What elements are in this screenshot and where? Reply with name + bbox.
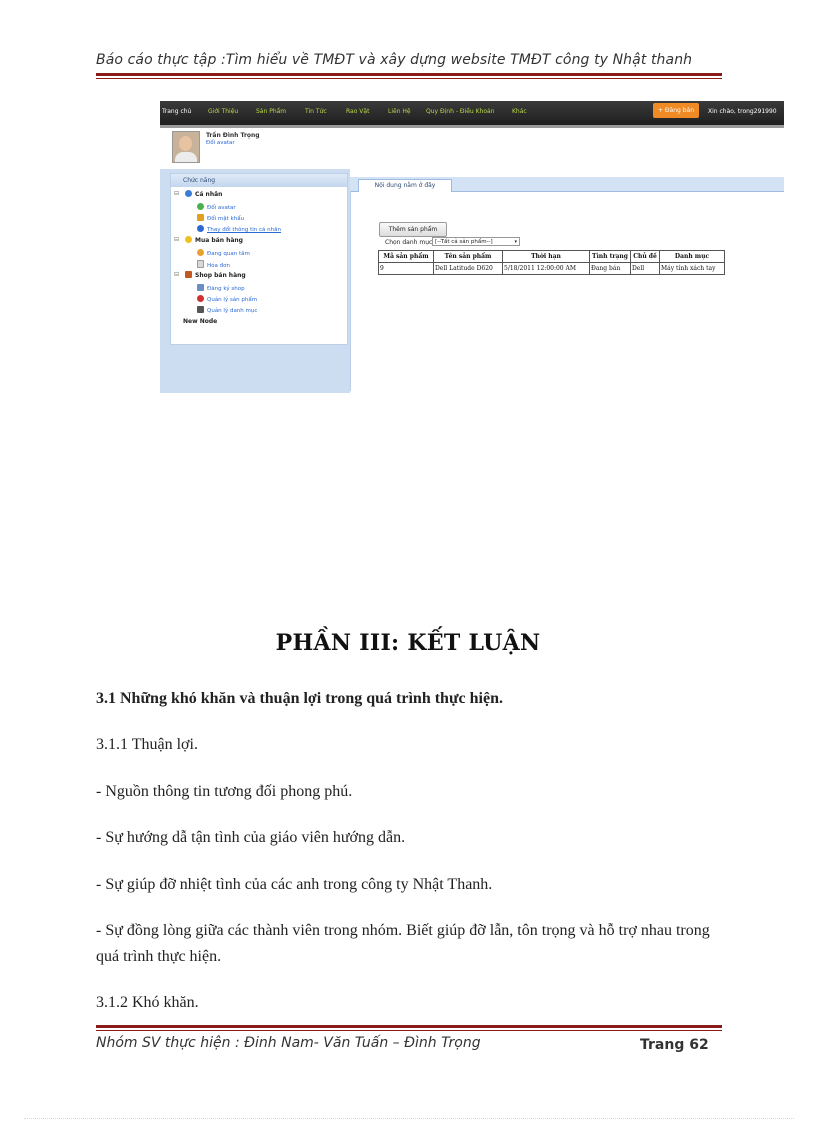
tree-group-shop[interactable]: Shop bán hàng xyxy=(185,271,246,279)
function-panel-header xyxy=(171,174,347,187)
tab-body-border xyxy=(350,191,351,391)
smiley-icon xyxy=(197,249,204,256)
change-avatar-link[interactable]: Đổi avatar xyxy=(206,140,235,146)
tree-item-invoices[interactable]: Hóa đơn xyxy=(197,260,230,269)
category-icon xyxy=(197,306,204,313)
user-name: Trần Đình Trọng xyxy=(206,132,260,139)
column-header[interactable]: Mã sản phẩm xyxy=(379,251,434,263)
bullet-item: - Sự hướng dẫ tận tình của giáo viên hướng dẫn. xyxy=(96,829,406,846)
footer-rule-thin xyxy=(96,1030,722,1031)
nav-item-news[interactable]: Tin Tức xyxy=(305,108,327,115)
nav-item-other[interactable]: Khác xyxy=(512,108,527,115)
cell-category: Máy tính xách tay xyxy=(660,263,725,275)
column-header[interactable]: Tên sản phẩm xyxy=(434,251,503,263)
nav-shadow xyxy=(160,125,784,128)
collapse-toggle-icon[interactable]: ⊟ xyxy=(174,190,180,197)
tree-item-change-avatar[interactable]: Đổi avatar xyxy=(197,203,236,211)
top-nav-bar xyxy=(160,101,784,125)
subsection-heading-advantages: 3.1.1 Thuận lợi. xyxy=(96,736,198,753)
tree-node-new[interactable]: New Node xyxy=(183,318,218,325)
nav-item-home[interactable]: Trang chủ xyxy=(162,108,192,115)
table-row[interactable] xyxy=(379,263,725,275)
product-table xyxy=(378,250,725,275)
function-panel-title: Chức năng xyxy=(183,177,216,184)
tree-item-edit-profile[interactable]: Thay đổi thông tin cá nhân xyxy=(197,225,281,233)
tree-item-manage-categories[interactable]: Quản lý danh mục xyxy=(197,306,257,314)
chevron-down-icon: ▾ xyxy=(514,239,517,245)
sidebar xyxy=(160,169,350,393)
section-title: 3.1 Những khó khăn và thuận lợi trong quá trình thực hiện. xyxy=(96,690,503,707)
category-select[interactable] xyxy=(432,237,520,246)
header-rule xyxy=(96,73,722,76)
greeting-text: Xin chào, trong291990 xyxy=(708,108,777,115)
cell-status: Đang bán xyxy=(590,263,631,275)
bullet-item: - Sự đồng lòng giữa các thành viên trong nhóm. Biết giúp đỡ lẫn, tôn trọng và hỗ trợ nhau trong quá trình thực hiện. xyxy=(96,922,710,965)
running-header: Báo cáo thực tập :Tìm hiểu về TMĐT và xây dựng website TMĐT công ty Nhật thanh xyxy=(96,52,693,68)
cell-product-id: 9 xyxy=(379,263,434,275)
category-filter-label: Chọn danh mục xyxy=(385,239,433,246)
info-icon xyxy=(197,225,204,232)
add-product-button[interactable]: Thêm sản phẩm xyxy=(379,222,447,237)
avatar-shirt xyxy=(175,152,197,163)
nav-item-classifieds[interactable]: Rao Vặt xyxy=(346,108,370,115)
coin-icon xyxy=(185,236,192,243)
column-header[interactable]: Tình trạng xyxy=(590,251,631,263)
tree-group-buy-sell[interactable]: Mua bán hàng xyxy=(185,236,243,244)
footer-rule xyxy=(96,1025,722,1028)
footer-authors: Nhóm SV thực hiện : Đinh Nam- Văn Tuấn – Đình Trọng xyxy=(96,1035,481,1051)
column-header[interactable]: Chủ đề xyxy=(631,251,660,263)
tab-content[interactable]: Nội dung nằm ở đây xyxy=(358,179,452,192)
document-icon xyxy=(197,260,204,268)
shop-icon xyxy=(185,271,192,278)
globe-icon xyxy=(197,203,204,210)
nav-item-products[interactable]: Sản Phẩm xyxy=(256,108,287,115)
key-icon xyxy=(197,214,204,221)
subsection-heading-difficulties: 3.1.2 Khó khăn. xyxy=(96,994,199,1011)
person-icon xyxy=(185,190,192,197)
table-header-row xyxy=(379,251,725,263)
column-header[interactable]: Thời hạn xyxy=(503,251,590,263)
main-content xyxy=(350,169,784,393)
cell-product-name: Dell Latitude D620 xyxy=(434,263,503,275)
cell-deadline: 5/18/2011 12:00:00 AM xyxy=(503,263,590,275)
collapse-toggle-icon[interactable]: ⊟ xyxy=(174,271,180,278)
page-number: Trang 62 xyxy=(640,1037,709,1053)
nav-item-contact[interactable]: Liên Hệ xyxy=(388,108,411,115)
nav-item-about[interactable]: Giới Thiệu xyxy=(208,108,239,115)
function-panel xyxy=(170,173,348,345)
tree-item-register-shop[interactable]: Đăng ký shop xyxy=(197,284,245,292)
post-listing-button[interactable]: + Đăng bán xyxy=(653,103,699,118)
product-icon xyxy=(197,295,204,302)
bullet-item: - Nguồn thông tin tương đối phong phú. xyxy=(96,783,353,800)
tree-item-watching[interactable]: Đang quan tâm xyxy=(197,249,250,257)
nav-item-terms[interactable]: Quy Định - Điều Khoản xyxy=(426,108,495,115)
category-select-value: [--Tất cả sản phẩm--] xyxy=(435,239,493,245)
tree-item-change-password[interactable]: Đổi mật khẩu xyxy=(197,214,244,222)
header-rule-thin xyxy=(96,78,722,79)
tab-strip xyxy=(350,177,784,192)
tree-item-manage-products[interactable]: Quản lý sản phẩm xyxy=(197,295,257,303)
collapse-toggle-icon[interactable]: ⊟ xyxy=(174,236,180,243)
page-edge-dots xyxy=(24,1118,794,1119)
chapter-title: PHẦN III: KẾT LUẬN xyxy=(275,630,541,656)
bullet-item: - Sự giúp đỡ nhiệt tình của các anh trong công ty Nhật Thanh. xyxy=(96,876,493,893)
cell-topic: Dell xyxy=(631,263,660,275)
form-icon xyxy=(197,284,204,291)
avatar xyxy=(172,131,200,163)
column-header[interactable]: Danh mục xyxy=(660,251,725,263)
embedded-screenshot xyxy=(160,101,784,393)
tree-group-personal[interactable]: Cá nhân xyxy=(185,190,222,198)
avatar-face xyxy=(179,136,192,151)
